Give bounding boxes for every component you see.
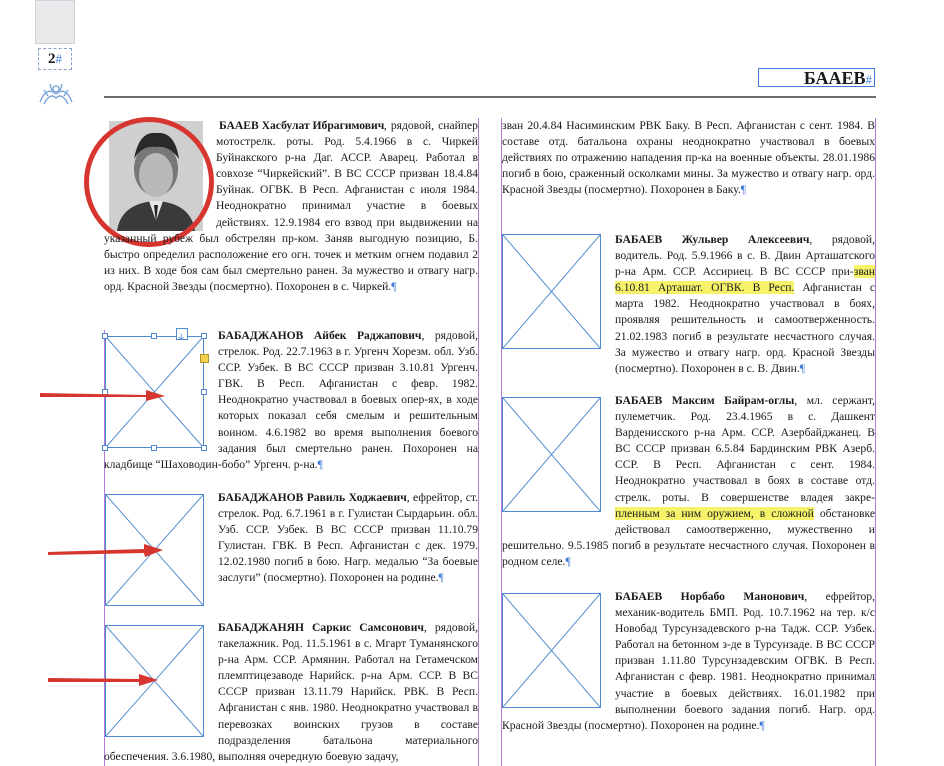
highlighted-text: зван 6.10.81 Арташат. ОГВК. В Респ.: [615, 265, 875, 295]
pilcrow: ¶: [759, 718, 765, 732]
entry-body: , рядовой, стрелок. Род. 22.7.1963 в г. Ургенч Хорезм. обл. Узб. ССР. Узбек. В ВС СССР призван 3.10.81 Ургенч. ГВК. В Респ. Афганистан с февр. 1982. Неоднократно участвовал в боевых опер-ях, в ходе которых показал себя смелым и решительным воином. 4.6.1982 во время выполнения боевого задания был смертельно ранен. Похоронен на кладбище “Шаховодин-бобо” Ургенч. р-на.: [104, 329, 478, 471]
entry-name: БАБАЕВ Норбабо Манонович: [615, 590, 805, 603]
text-wrap-spacer: [502, 393, 615, 522]
entry-continuation: [502, 118, 875, 198]
running-head-mark: #: [865, 72, 872, 87]
entry-babaev-zh: [502, 232, 875, 377]
entry-babaev-kh: [104, 118, 478, 313]
entry-body: , ефрейтор, механик-водитель БМП. Род. 10.7.1962 на тер. к/с Новобад Турсунзадевского р-на Тадж. ССР. Узбек. Работал на бетонном з-де в Турсунзаде. В ВС СССР призван 1.11.80 Турсунзадевским ОГВК. В Респ. Афганистан с февр. 1981. Неоднократно принимал участие в боевых действиях. 16.01.1982 при выполнении боевого задания погиб. Нагр. орд. Красной Звезды (посмертно). Похоронен на родине.: [502, 590, 875, 732]
highlighted-text: пленным за ним оружием, в сложной: [615, 506, 814, 520]
entry-body: , рядовой, такелажник. Род. 11.5.1961 в с. Мгарт Туманянского р-на Арм. ССР. Армянин. Работал на Гетамечском племптицезаводе Нарийск. р-на Арм. ССР. В ВС СССР призван 13.11.79 Нарийск. РВК. В Респ. Афганистан с янв. 1980. Неоднократно участвовал в перевозках воинских грузов в составе подразделения батальона материального обеспечения. 3.6.1980, выполняя очередную боевую задачу,: [104, 621, 478, 763]
entry-name: БАБАДЖАНОВ Равиль Ходжаевич: [218, 491, 407, 504]
entry-babadzhanov-r: [218, 490, 478, 607]
entry-body: , мл. сержант, пулеметчик. Род. 23.4.1965 в с. Дашкент Варденисского р-на Арм. ССР. Азербайджанец. В ВС СССР призван 6.5.84 Бардинским РВК Азерб. ССР. В Респ. Афганистан с сент. 1984. Неоднократно участвовал в боях в составе отд. стрелк. роты. В совершенстве владея закре-: [615, 394, 875, 504]
entry-body: , рядовой, снайпер мотострелк. роты. Род. 5.4.1966 в с. Чиркей Буйнакского р-на Даг. АССР. Аварец. Работал в совхозе “Чиркейский”. В ВС СССР призван 18.4.84 Буйнак. ОГВК. В Респ. Афганистан с июля 1984. Неоднократно принимал участие в боевых действиях. 12.9.1984 его взвод при выдвижении на указанный рубеж был обстрелян пр-ком. Заняв выгодную позицию, Б. быстро определил расположение его огн. точек и метким огнем подавил 2 из них. В ходе боя сам был смертельно ранен. За мужество и отвагу нагр. орд. Красной Звезды (посмертно). Похоронен в с. Чиркей.: [104, 119, 478, 293]
entry-name: БААЕВ Хасбулат Ибрагимович: [219, 119, 385, 132]
red-arrow-annotation: [48, 544, 163, 558]
pilcrow: ¶: [740, 183, 747, 197]
pilcrow: ¶: [799, 361, 806, 375]
header-rule: [104, 96, 876, 98]
page-number-mark: #: [55, 51, 62, 66]
text-wrap-spacer: [104, 328, 218, 441]
entry-body: , рядовой, водитель. Род. 5.9.1966 в с. В. Двин Арташатского р-на Арм. ССР. Ассириец. В ВС СССР при-: [615, 233, 875, 279]
entry-name: БАБАДЖАНОВ Айбек Раджапович: [218, 329, 422, 342]
column-guide-left-inner: [478, 118, 479, 766]
running-head-text: БААЕВ: [803, 68, 866, 88]
red-arrow-annotation: [48, 673, 158, 687]
entry-babaev-m: [502, 393, 875, 571]
page-number: 2: [48, 51, 56, 67]
entry-name: БАБАДЖАНЯН Саркис Самсонович: [218, 621, 424, 634]
text-wrap-spacer: [502, 232, 615, 361]
entry-body-2: обстановке действовал самоотверженно, мужественно и решительно. 9.5.1985 погиб в результате несчастного случая. Похоронен в родном селе.: [502, 506, 875, 568]
ornament-icon: [38, 82, 74, 108]
running-head-frame[interactable]: [758, 68, 875, 87]
page-number-box[interactable]: [38, 48, 72, 70]
pilcrow: ¶: [391, 279, 397, 293]
entry-babaev-n: [502, 589, 875, 754]
text-wrap-spacer: [104, 118, 216, 230]
column-guide-right-outer: [875, 118, 876, 766]
red-arrow-annotation: [40, 388, 165, 402]
text-wrap-spacer: [502, 589, 615, 715]
page-thumbnail-icon[interactable]: [35, 0, 75, 44]
entry-name: БАБАЕВ Максим Байрам-оглы: [615, 394, 795, 407]
entry-body: , ефрейтор, ст. стрелок. Род. 6.7.1961 в г. Гулистан Сырдарьин. обл. Узб. ССР. Узбек. В ВС СССР призван 11.10.79 Гулистан. ГВК. В Респ. Афганистан с дек. 1979. 12.02.1980 погиб в бою. Нагр. медалью “За боевые заслуги” (посмертно). Похоронен на родине.: [218, 491, 478, 585]
pilcrow: ¶: [565, 554, 571, 568]
pilcrow: ¶: [317, 457, 323, 471]
entry-babadzhanyan-s: [104, 620, 478, 766]
entry-body-2: Афганистан с марта 1982. Неоднократно участвовал в боях, проявляя решительность и самоотверженность. 21.02.1983 погиб в результате несчастного случая. За мужество и отвагу нагр. орд. Красной Звезды (посмертно). Похоронен в с. В. Двин.: [615, 281, 875, 375]
entry-name: БАБАЕВ Жульвер Алексеевич: [615, 233, 810, 246]
pilcrow: ¶: [438, 571, 444, 585]
entry-body: зван 20.4.84 Насиминским РВК Баку. В Респ. Афганистан с сент. 1984. В составе отд. батальона охраны неоднократно участвовал в боевых действиях по отражению нападения пр-ка на военные объекты. 28.01.1986 погиб в бою, сраженный осколками мины. За мужество и отвагу нагр. орд. Красной Звезды (посмертно). Похоронен в Баку.: [502, 119, 875, 197]
